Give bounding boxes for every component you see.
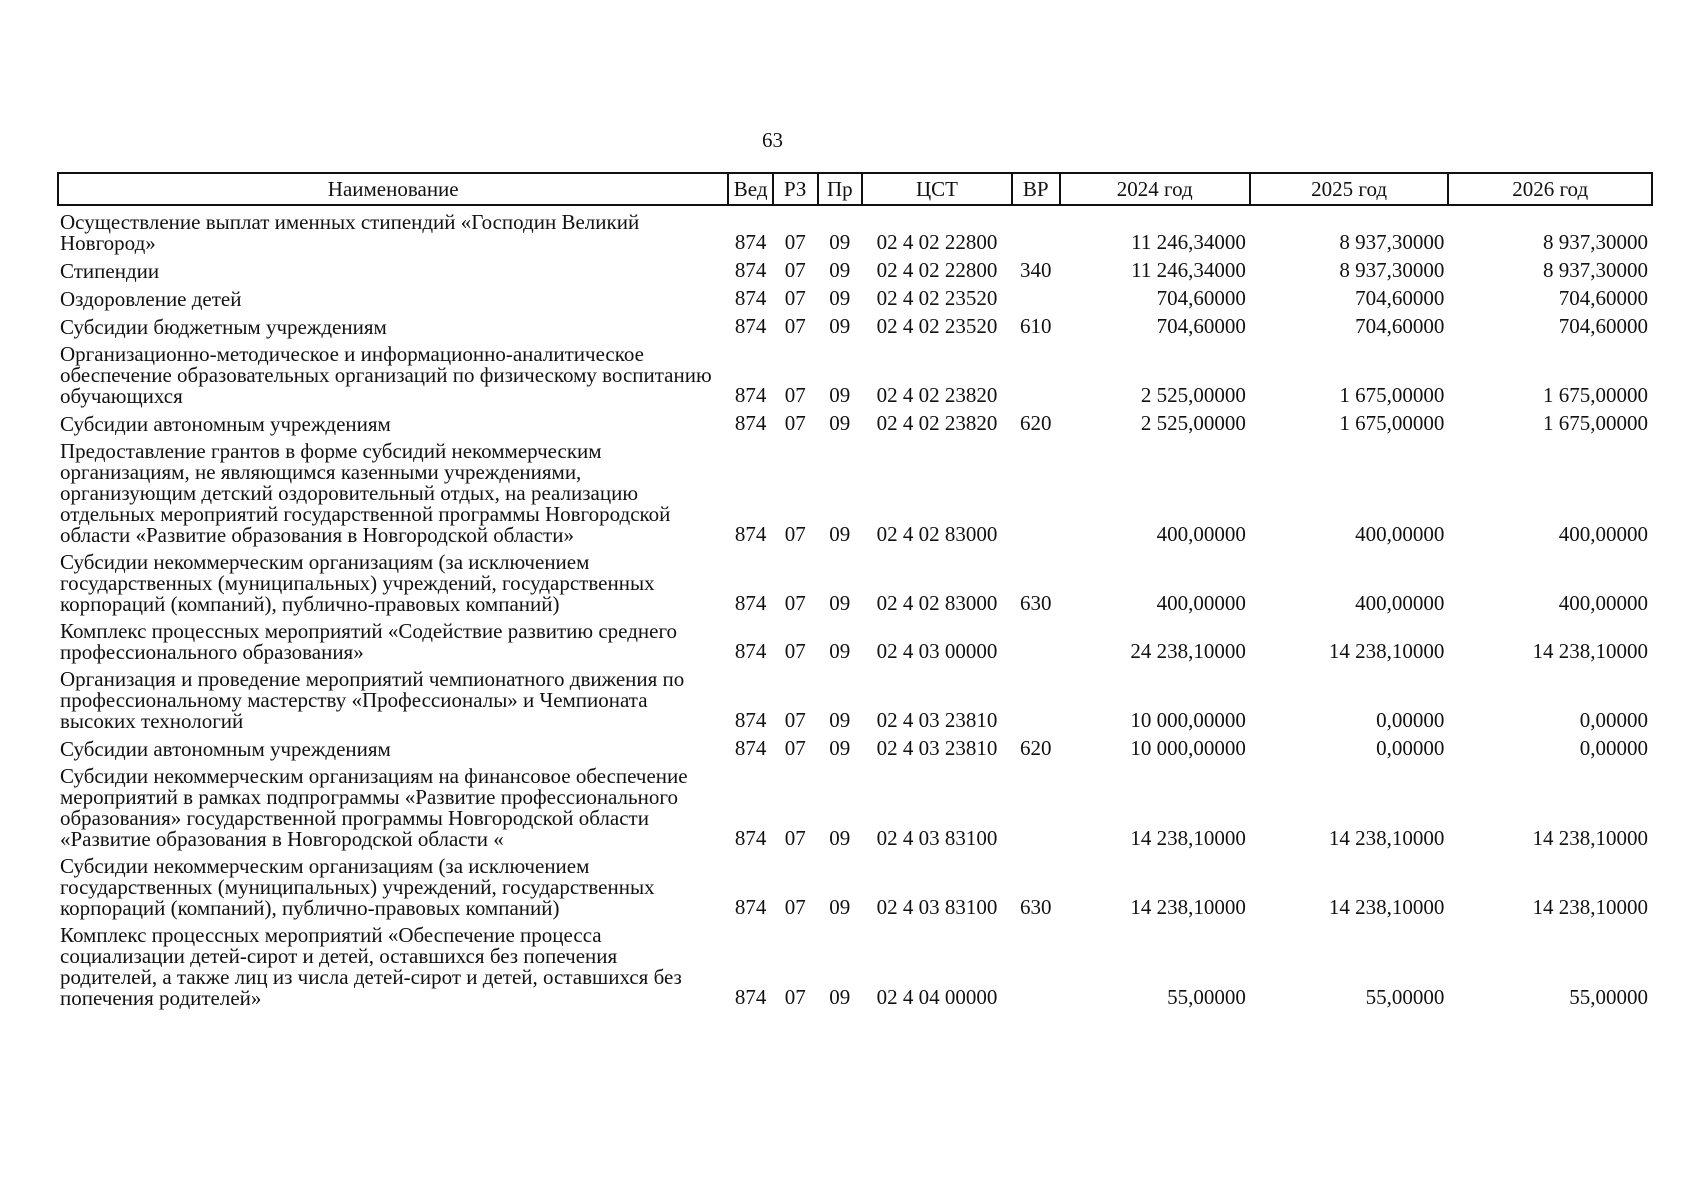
- cell-2026: 14 238,10000: [1532, 895, 1648, 919]
- cell-ved: 874: [734, 639, 767, 663]
- cell-pr: 09: [829, 258, 851, 282]
- cell-name: Субсидии автономным учреждениям: [60, 412, 391, 436]
- cell-ved: 874: [734, 314, 767, 338]
- header-2025: 2025 год: [1250, 173, 1448, 205]
- cell-2026: 1 675,00000: [1543, 411, 1648, 435]
- cell-2026: 1 675,00000: [1543, 383, 1648, 407]
- header-2026: 2026 год: [1448, 173, 1652, 205]
- cell-cst: 02 4 04 00000: [876, 985, 998, 1009]
- header-pr: Пр: [818, 173, 863, 205]
- cell-ved: 874: [734, 826, 767, 850]
- page-number-wrap: [0, 128, 1695, 153]
- cell-pr: 09: [829, 286, 851, 310]
- cell-vr: [1012, 205, 1060, 254]
- table-row: [58, 205, 1652, 254]
- page-number: 63: [762, 128, 783, 152]
- cell-name: Предоставление грантов в форме субсидий некоммерческим организациям, не являющимся казенными учреждениями, организующим детский оздоровительный отдых, на реализацию отдельных мероприятий государственной программы Новгородской области «Развитие образования в Новгородской области»: [60, 439, 671, 547]
- table-row: [58, 407, 1652, 435]
- cell-2024: 2 525,00000: [1140, 411, 1246, 435]
- cell-vr: 620: [1019, 736, 1052, 760]
- cell-rz: 07: [784, 895, 806, 919]
- table-row: [58, 310, 1652, 338]
- cell-2026: 0,00000: [1579, 736, 1648, 760]
- table-row: [58, 760, 1652, 850]
- cell-2025: 14 238,10000: [1328, 826, 1445, 850]
- cell-pr: 09: [829, 383, 851, 407]
- cell-ved: 874: [734, 736, 767, 760]
- cell-vr: 620: [1019, 411, 1052, 435]
- cell-2025: 0,00000: [1376, 708, 1445, 732]
- cell-2026: 14 238,10000: [1532, 639, 1648, 663]
- cell-vr: [1012, 615, 1060, 663]
- table-body: [58, 205, 1652, 1009]
- cell-2024: 400,00000: [1156, 522, 1246, 546]
- table-row: [58, 919, 1652, 1009]
- header-vr: ВР: [1012, 173, 1060, 205]
- cell-pr: 09: [829, 522, 851, 546]
- cell-rz: 07: [784, 591, 806, 615]
- cell-2025: 55,00000: [1365, 985, 1445, 1009]
- cell-2024: 11 246,34000: [1131, 258, 1246, 282]
- cell-2026: 8 937,30000: [1543, 258, 1648, 282]
- cell-name: Субсидии некоммерческим организациям (за исключением государственных (муниципальных) учреждений, государственных корпораций (компаний), публично-правовых компаний): [60, 550, 655, 616]
- cell-2025: 400,00000: [1355, 522, 1445, 546]
- table-row: [58, 732, 1652, 760]
- cell-cst: 02 4 02 23520: [876, 286, 998, 310]
- cell-ved: 874: [734, 591, 767, 615]
- table-row: [58, 254, 1652, 282]
- cell-2026: 55,00000: [1569, 985, 1648, 1009]
- cell-rz: 07: [784, 736, 806, 760]
- cell-name: Субсидии некоммерческим организациям на финансовое обеспечение мероприятий в рамках подпрограммы «Развитие профессионального образования» государственной программы Новгородской области «Развитие образования в Новгородской области «: [60, 764, 688, 851]
- cell-2026: 0,00000: [1579, 708, 1648, 732]
- cell-rz: 07: [784, 411, 806, 435]
- cell-pr: 09: [829, 591, 851, 615]
- cell-vr: 630: [1019, 895, 1052, 919]
- cell-pr: 09: [829, 895, 851, 919]
- cell-cst: 02 4 03 83100: [876, 895, 998, 919]
- cell-ved: 874: [734, 286, 767, 310]
- header-cst: ЦСТ: [862, 173, 1012, 205]
- cell-vr: [1012, 663, 1060, 732]
- header-name: Наименование: [58, 173, 728, 205]
- cell-name: Комплекс процессных мероприятий «Содействие развитию среднего профессионального образования»: [60, 619, 678, 664]
- cell-2024: 704,60000: [1156, 286, 1246, 310]
- cell-2025: 1 675,00000: [1339, 411, 1445, 435]
- header-2024: 2024 год: [1060, 173, 1250, 205]
- cell-2026: 8 937,30000: [1543, 230, 1648, 254]
- cell-pr: 09: [829, 411, 851, 435]
- cell-cst: 02 4 03 83100: [876, 826, 998, 850]
- cell-2025: 8 937,30000: [1339, 230, 1445, 254]
- cell-pr: 09: [829, 708, 851, 732]
- cell-rz: 07: [784, 985, 806, 1009]
- cell-name: Оздоровление детей: [60, 287, 242, 311]
- header-ved: Вед: [728, 173, 773, 205]
- cell-vr: [1012, 919, 1060, 1009]
- cell-name: Осуществление выплат именных стипендий «Господин Великий Новгород»: [60, 210, 640, 255]
- table-row: [58, 663, 1652, 732]
- cell-2024: 14 238,10000: [1130, 895, 1246, 919]
- cell-vr: 340: [1019, 258, 1052, 282]
- cell-2024: 400,00000: [1156, 591, 1246, 615]
- cell-name: Комплекс процессных мероприятий «Обеспечение процесса социализации детей-сирот и детей, оставшихся без попечения родителей, а также лиц из числа детей-сирот и детей, оставшихся без попечения родителей»: [60, 923, 682, 1010]
- cell-vr: [1012, 435, 1060, 546]
- cell-2024: 11 246,34000: [1131, 230, 1246, 254]
- table-header-row: [58, 173, 1652, 205]
- cell-cst: 02 4 02 83000: [876, 591, 998, 615]
- cell-2025: 704,60000: [1355, 314, 1445, 338]
- cell-vr: [1012, 760, 1060, 850]
- cell-rz: 07: [784, 708, 806, 732]
- cell-2025: 8 937,30000: [1339, 258, 1445, 282]
- cell-ved: 874: [734, 522, 767, 546]
- header-rz: РЗ: [773, 173, 818, 205]
- cell-cst: 02 4 03 00000: [876, 639, 998, 663]
- cell-2026: 704,60000: [1558, 314, 1648, 338]
- cell-pr: 09: [829, 230, 851, 254]
- cell-cst: 02 4 02 22800: [876, 230, 998, 254]
- cell-rz: 07: [784, 639, 806, 663]
- cell-vr: [1012, 282, 1060, 310]
- cell-2024: 10 000,00000: [1130, 708, 1246, 732]
- cell-pr: 09: [829, 639, 851, 663]
- cell-name: Субсидии некоммерческим организациям (за исключением государственных (муниципальных) учреждений, государственных корпораций (компаний), публично-правовых компаний): [60, 854, 655, 920]
- cell-2024: 704,60000: [1156, 314, 1246, 338]
- cell-rz: 07: [784, 286, 806, 310]
- cell-name: Стипендии: [60, 259, 160, 283]
- cell-cst: 02 4 03 23810: [876, 708, 998, 732]
- cell-ved: 874: [734, 258, 767, 282]
- cell-ved: 874: [734, 895, 767, 919]
- cell-cst: 02 4 02 23520: [876, 314, 998, 338]
- cell-2025: 14 238,10000: [1328, 895, 1445, 919]
- cell-rz: 07: [784, 314, 806, 338]
- cell-name: Субсидии автономным учреждениям: [60, 737, 391, 761]
- cell-rz: 07: [784, 258, 806, 282]
- cell-name: Организационно-методическое и информационно-аналитическое обеспечение образовательных организаций по физическому воспитанию обучающихся: [60, 342, 712, 408]
- cell-rz: 07: [784, 826, 806, 850]
- cell-vr: 610: [1019, 314, 1052, 338]
- table-row: [58, 615, 1652, 663]
- cell-rz: 07: [784, 522, 806, 546]
- table-row: [58, 546, 1652, 615]
- cell-name: Субсидии бюджетным учреждениям: [60, 315, 387, 339]
- cell-2025: 14 238,10000: [1328, 639, 1445, 663]
- cell-vr: 630: [1019, 591, 1052, 615]
- cell-2025: 704,60000: [1355, 286, 1445, 310]
- cell-rz: 07: [784, 230, 806, 254]
- table-row: [58, 338, 1652, 407]
- cell-2025: 400,00000: [1355, 591, 1445, 615]
- cell-2024: 10 000,00000: [1130, 736, 1246, 760]
- cell-cst: 02 4 03 23810: [876, 736, 998, 760]
- cell-2024: 14 238,10000: [1130, 826, 1246, 850]
- cell-cst: 02 4 02 83000: [876, 522, 998, 546]
- budget-table: [57, 172, 1653, 1009]
- cell-rz: 07: [784, 383, 806, 407]
- table-row: [58, 282, 1652, 310]
- cell-2026: 704,60000: [1558, 286, 1648, 310]
- cell-ved: 874: [734, 985, 767, 1009]
- cell-cst: 02 4 02 22800: [876, 258, 998, 282]
- cell-cst: 02 4 02 23820: [876, 411, 998, 435]
- table-row: [58, 435, 1652, 546]
- table-row: [58, 850, 1652, 919]
- cell-pr: 09: [829, 736, 851, 760]
- cell-ved: 874: [734, 230, 767, 254]
- cell-2026: 14 238,10000: [1532, 826, 1648, 850]
- cell-cst: 02 4 02 23820: [876, 383, 998, 407]
- cell-2024: 2 525,00000: [1140, 383, 1246, 407]
- cell-2024: 24 238,10000: [1130, 639, 1246, 663]
- cell-2026: 400,00000: [1558, 522, 1648, 546]
- cell-name: Организация и проведение мероприятий чемпионатного движения по профессиональному мастерству «Профессионалы» и Чемпионата высоких технологий: [60, 667, 685, 733]
- cell-2025: 1 675,00000: [1339, 383, 1445, 407]
- cell-2024: 55,00000: [1167, 985, 1246, 1009]
- cell-ved: 874: [734, 708, 767, 732]
- cell-ved: 874: [734, 383, 767, 407]
- cell-2025: 0,00000: [1376, 736, 1445, 760]
- cell-2026: 400,00000: [1558, 591, 1648, 615]
- cell-ved: 874: [734, 411, 767, 435]
- cell-pr: 09: [829, 826, 851, 850]
- cell-vr: [1012, 338, 1060, 407]
- cell-pr: 09: [829, 314, 851, 338]
- cell-pr: 09: [829, 985, 851, 1009]
